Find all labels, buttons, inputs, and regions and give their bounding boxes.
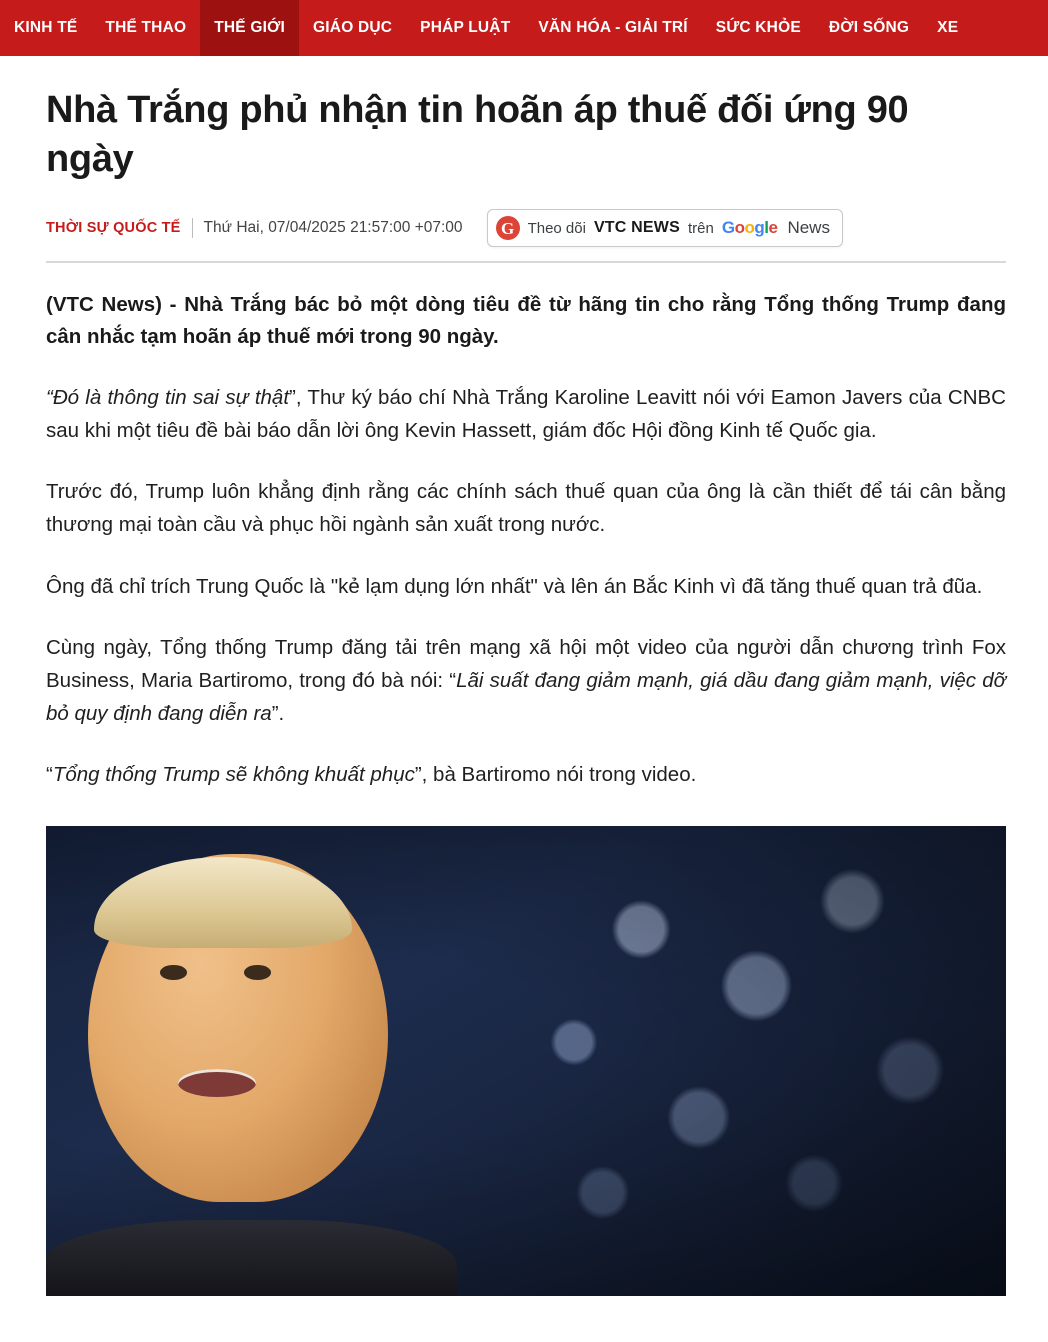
vtc-news-brand-label: VTC NEWS: [593, 219, 680, 237]
article-figure: [46, 826, 1006, 1296]
main-navigation[interactable]: [0, 0, 1048, 56]
paragraph-4-quote: Lãi suất đang giảm mạnh, giá dầu đang giảm mạnh, việc dỡ bỏ quy định đang diễn ra: [46, 669, 1006, 726]
google-letter-e: e: [768, 218, 778, 238]
google-letter-o2: o: [744, 218, 755, 238]
portrait-eye-right: [244, 965, 271, 980]
article-paragraph-3: Ông đã chỉ trích Trung Quốc là "kẻ lạm dụng lớn nhất" và lên án Bắc Kinh vì đã tăng thuế quan trả đũa.: [46, 574, 983, 598]
article-paragraph-2: Trước đó, Trump luôn khẳng định rằng các chính sách thuế quan của ông là cần thiết để tái cân bằng thương mại toàn cầu và phục hồi ngành sản xuất trong nước.: [46, 480, 1006, 537]
paragraph-4-end: ”.: [271, 702, 285, 726]
google-letter-l: l: [764, 218, 769, 238]
article-paragraph-4: [46, 631, 1006, 731]
article-lead: (VTC News) - Nhà Trắng bác bỏ một dòng tiêu đề từ hãng tin cho rằng Tổng thống Trump đang cân nhắc tạm hoãn áp thuế mới trong 90 ngày.: [46, 293, 1006, 349]
google-letter-g1: G: [721, 218, 735, 238]
article-container: [0, 86, 1048, 1296]
article-photo: [46, 826, 1006, 1296]
nav-item-the-thao[interactable]: THỂ THAO: [105, 19, 187, 36]
portrait-head: [88, 854, 388, 1202]
portrait-hair: [94, 857, 352, 947]
follow-prefix-label: Theo dõi: [527, 219, 586, 237]
portrait-subject: [65, 826, 449, 1296]
google-wordmark: [722, 218, 778, 238]
page-title: Nhà Trắng phủ nhận tin hoãn áp thuế đối ứng 90 ngày: [46, 89, 909, 180]
nav-item-phap-luat[interactable]: PHÁP LUẬT: [420, 19, 511, 36]
google-g-icon: G: [496, 216, 520, 240]
nav-item-giao-duc[interactable]: GIÁO DỤC: [313, 19, 393, 36]
paragraph-5-quote: Tổng thống Trump sẽ không khuất phục: [52, 763, 415, 787]
nav-item-kinh-te[interactable]: KINH TẾ: [14, 19, 78, 36]
google-news-label: News: [787, 218, 830, 238]
follow-google-news-button[interactable]: [487, 209, 843, 247]
nav-item-xe[interactable]: XE: [937, 19, 959, 36]
nav-item-the-gioi[interactable]: THẾ GIỚI: [200, 0, 299, 56]
paragraph-5-start: “: [46, 763, 53, 787]
article-meta: [46, 209, 1006, 263]
article-paragraph-5: [46, 758, 1006, 791]
paragraph-4-start: Cùng ngày, Tổng thống Trump đăng tải trên mạng xã hội một video của người dẫn chương trình Fox Business, Maria Bartiromo, trong đó bà nói: “: [46, 635, 1006, 692]
paragraph-1-quote: “Đó là thông tin sai sự thật: [46, 385, 290, 409]
nav-item-suc-khoe[interactable]: SỨC KHỎE: [715, 19, 801, 36]
article-category-link[interactable]: THỜI SỰ QUỐC TẾ: [46, 220, 181, 237]
nav-item-doi-song[interactable]: ĐỜI SỐNG: [828, 19, 910, 36]
portrait-mouth: [178, 1069, 256, 1097]
article-timestamp: Thứ Hai, 07/04/2025 21:57:00 +07:00: [203, 219, 463, 237]
paragraph-1-rest: ”, Thư ký báo chí Nhà Trắng Karoline Leavitt nói với Eamon Javers của CNBC sau khi một tiêu đề bài báo dẫn lời ông Kevin Hassett, giám đốc Hội đồng Kinh tế Quốc gia.: [46, 385, 1006, 442]
meta-divider: [192, 218, 193, 238]
google-letter-g2: g: [754, 218, 765, 238]
nav-item-van-hoa-giai-tri[interactable]: VĂN HÓA - GIẢI TRÍ: [538, 19, 688, 36]
article-paragraph-1: [46, 381, 1006, 447]
google-letter-o1: o: [734, 218, 745, 238]
portrait-suit: [46, 1220, 457, 1295]
follow-middle-label: trên: [687, 219, 714, 237]
portrait-eye-left: [160, 965, 187, 980]
paragraph-5-end: ”, bà Bartiromo nói trong video.: [414, 763, 697, 787]
